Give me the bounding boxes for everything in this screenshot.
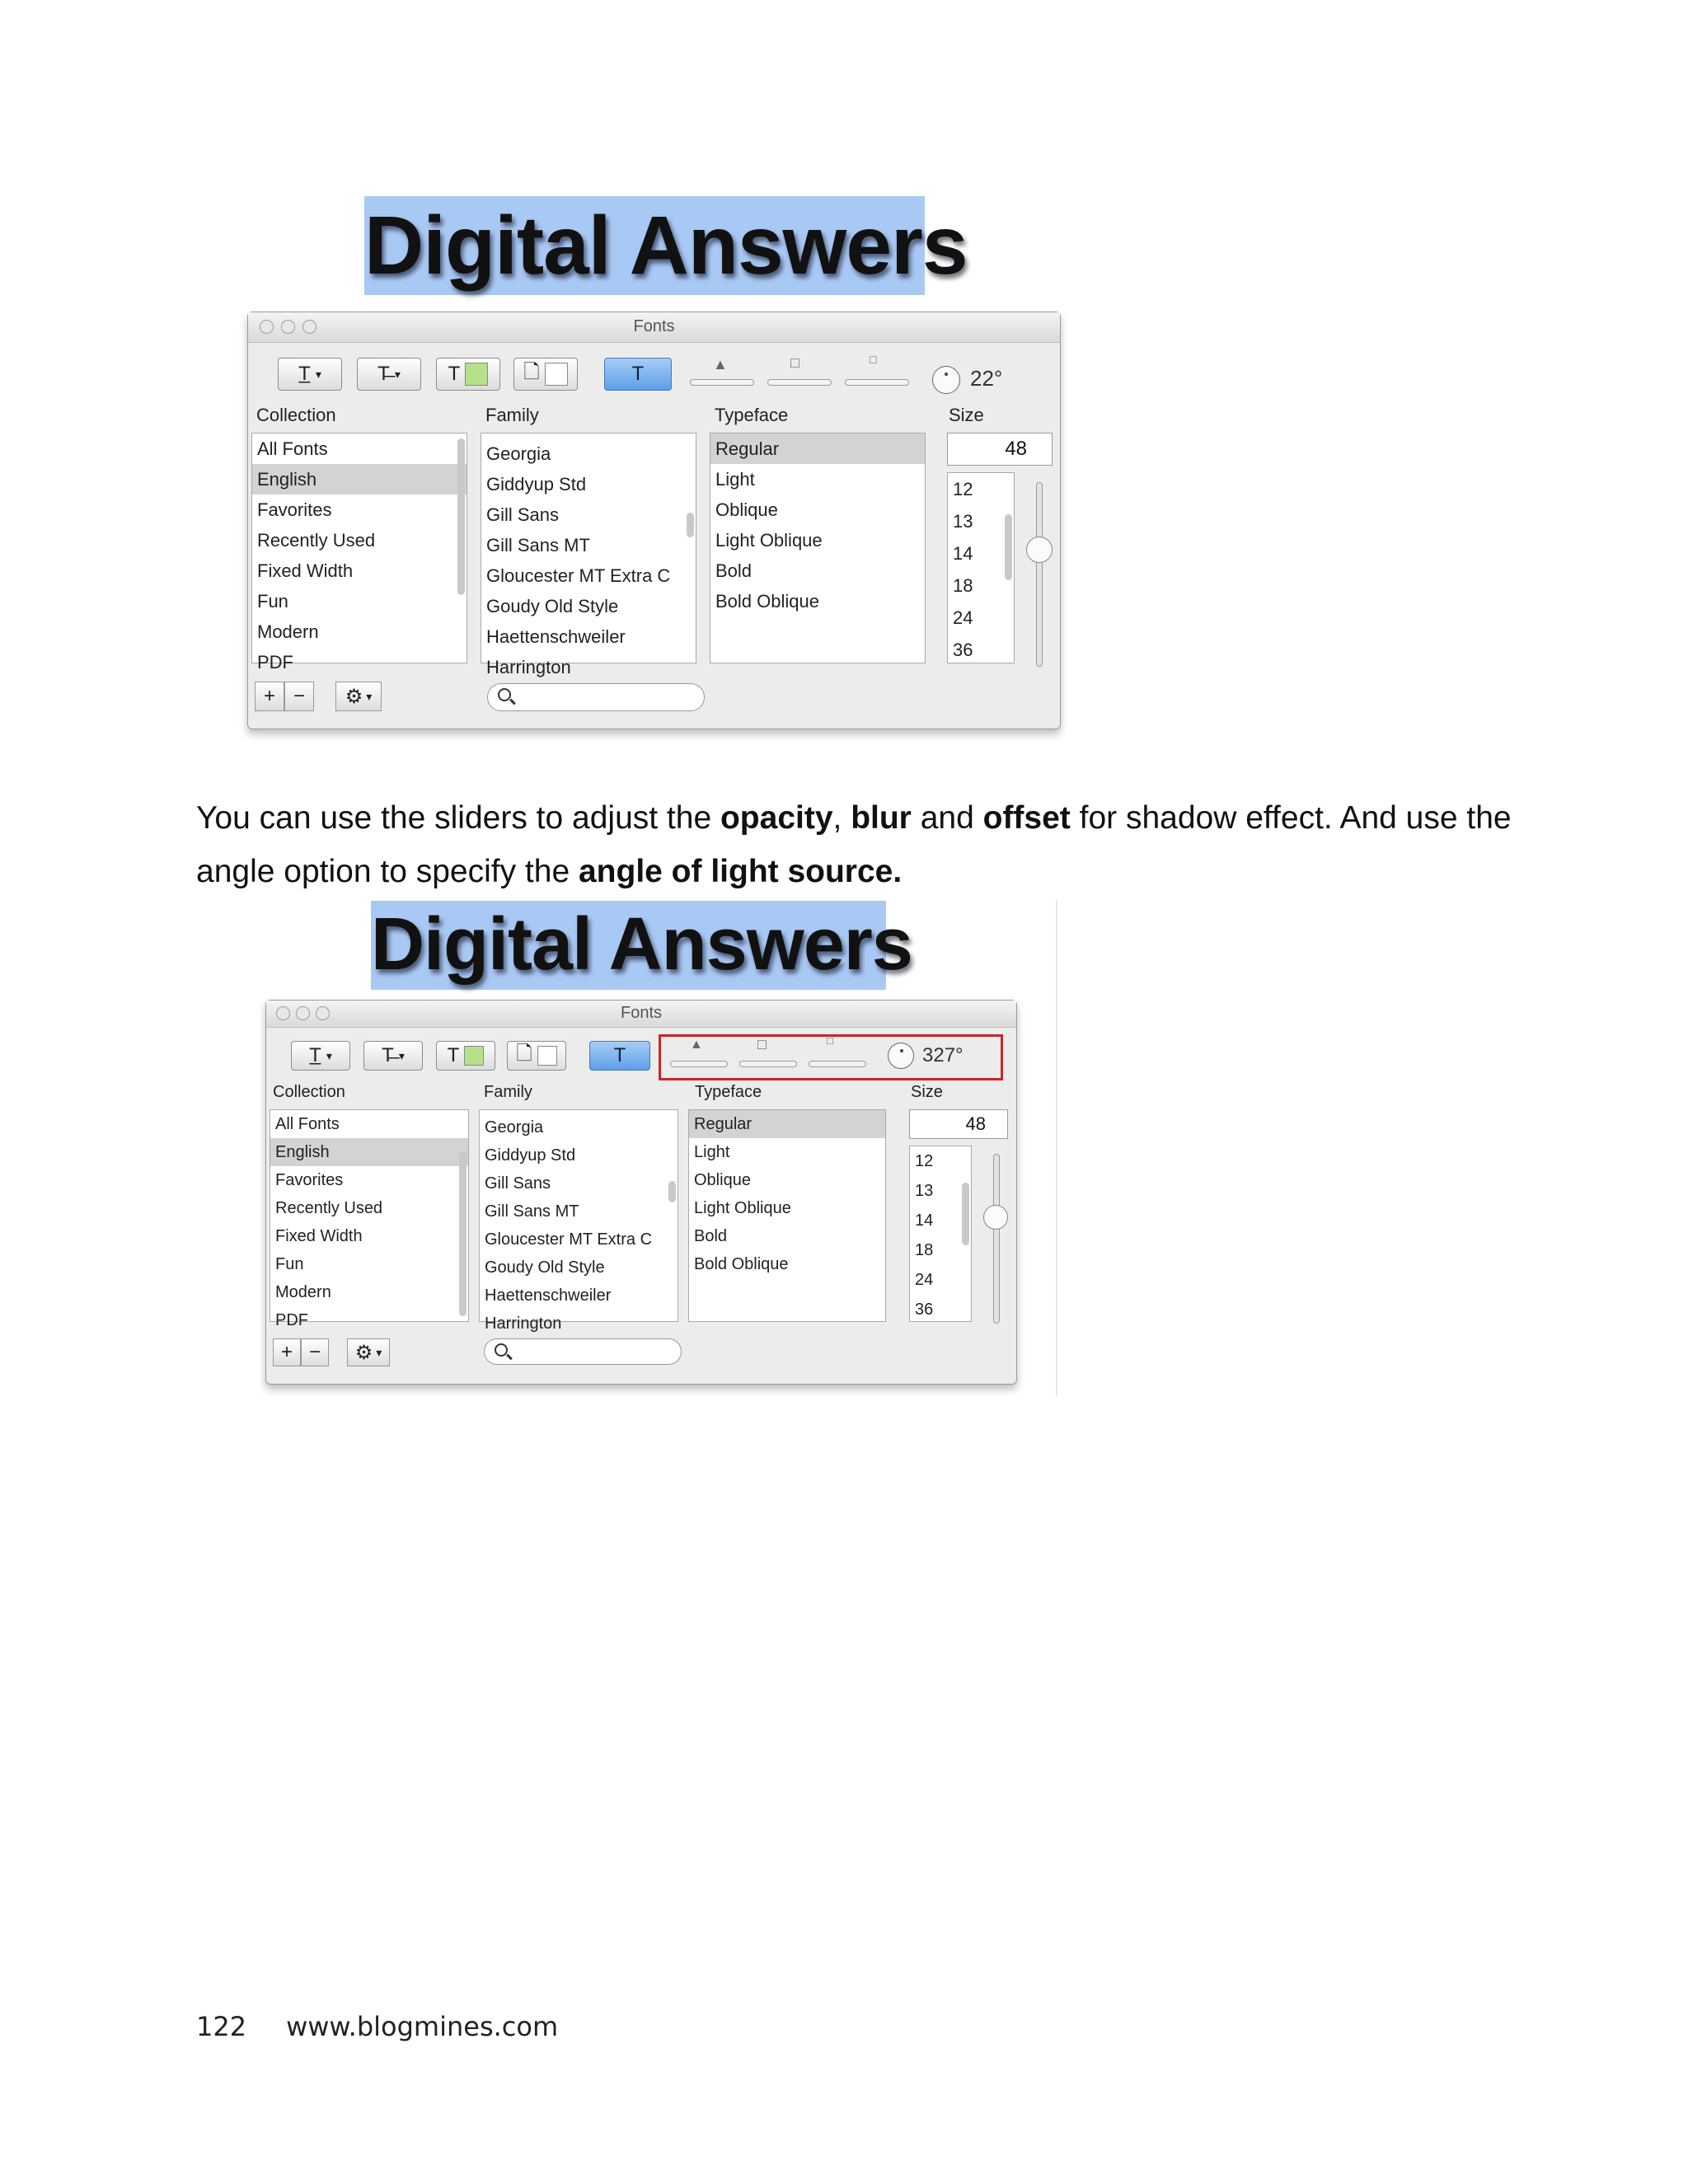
page-number: 122 [196, 2011, 247, 2042]
collection-scrollbar[interactable] [459, 1151, 467, 1316]
list-item[interactable]: Favorites [257, 499, 332, 520]
shadow-offset-slider[interactable] [809, 1061, 866, 1067]
list-item[interactable]: Bold [694, 1227, 728, 1245]
shadow-blur-slider[interactable] [739, 1061, 797, 1067]
action-menu-button[interactable] [347, 1338, 390, 1366]
list-item[interactable]: Gill Sans MT [485, 1202, 579, 1221]
chevron-down-icon: ▾ [366, 689, 373, 703]
shadow-angle-dial[interactable] [888, 1043, 914, 1069]
body-paragraph [196, 791, 1515, 898]
typeface-list[interactable] [688, 1109, 886, 1322]
strikethrough-button[interactable] [357, 358, 421, 391]
bold-angle-of-light-source: angle of light source. [578, 854, 903, 889]
figure-2 [265, 901, 1015, 1393]
chevron-down-icon: ▾ [315, 367, 321, 381]
fonts-window [265, 1000, 1017, 1385]
document-color-swatch [537, 1046, 557, 1066]
strikethrough-icon: T̶ [377, 363, 390, 385]
document-icon: 🗋 [516, 1042, 532, 1065]
list-item[interactable]: Oblique [715, 499, 778, 520]
collection-header: Collection [256, 405, 336, 425]
typeface-header: Typeface [715, 405, 789, 425]
toolbar [266, 1028, 1016, 1079]
text-shadow-button[interactable] [604, 358, 672, 391]
gear-icon: ⚙ [354, 1341, 373, 1364]
image-edge [1056, 901, 1057, 1395]
sample-text-banner: Digital Answers [364, 196, 925, 295]
size-slider[interactable] [1036, 482, 1043, 667]
text-color-icon: T [448, 363, 461, 385]
text-color-swatch [465, 363, 488, 386]
family-header: Family [484, 1083, 532, 1101]
list-item[interactable]: Giddyup Std [486, 474, 587, 494]
list-item[interactable]: 14 [953, 543, 973, 564]
list-item[interactable]: Bold [715, 560, 753, 581]
underline-icon: T̲ [309, 1044, 321, 1066]
typeface-list[interactable] [710, 433, 926, 663]
list-item[interactable]: 12 [953, 479, 973, 499]
collection-list[interactable] [270, 1109, 469, 1329]
family-header: Family [485, 405, 539, 425]
list-item[interactable]: 14 [915, 1212, 934, 1230]
list-item[interactable]: PDF [275, 1311, 308, 1329]
size-scrollbar[interactable] [1005, 514, 1012, 580]
opacity-icon: ▲ [713, 356, 728, 373]
list-item[interactable]: Gill Sans MT [486, 535, 590, 555]
strikethrough-icon: T̶ [382, 1044, 394, 1066]
sample-text-banner: Digital Answers [371, 901, 886, 990]
list-item[interactable]: Light [715, 469, 755, 490]
text-color-button[interactable] [436, 358, 500, 391]
list-item[interactable]: Georgia [485, 1118, 544, 1137]
family-list[interactable] [481, 433, 696, 677]
titlebar [266, 1001, 1016, 1028]
list-item[interactable]: Modern [257, 621, 319, 642]
typeface-header: Typeface [695, 1083, 762, 1101]
shadow-angle-dial[interactable] [932, 366, 960, 394]
underline-icon: T̲ [298, 363, 311, 385]
list-item[interactable]: Light Oblique [694, 1199, 791, 1217]
list-item[interactable]: Haettenschweiler [485, 1286, 612, 1305]
shadow-blur-slider[interactable] [767, 379, 832, 386]
list-item[interactable]: Gloucester MT Extra C [486, 565, 671, 586]
opacity-icon: ▲ [690, 1038, 703, 1052]
size-scrollbar[interactable] [962, 1183, 969, 1245]
list-item[interactable]: Light Oblique [715, 530, 823, 551]
plus-icon: + [280, 1341, 293, 1363]
search-icon [498, 688, 511, 701]
shadow-angle-value: 327° [922, 1044, 964, 1066]
list-item[interactable]: Regular [710, 434, 925, 464]
list-item[interactable]: 12 [915, 1152, 934, 1170]
list-item[interactable]: 24 [915, 1271, 934, 1289]
list-item[interactable]: 13 [915, 1182, 934, 1200]
list-item[interactable]: 36 [953, 640, 973, 660]
size-header: Size [949, 405, 984, 425]
chevron-down-icon: ▾ [376, 1345, 382, 1359]
list-item[interactable]: Oblique [694, 1171, 751, 1189]
list-item[interactable]: Gill Sans [486, 504, 560, 525]
list-item[interactable]: Georgia [486, 443, 551, 464]
chevron-down-icon: ▾ [394, 367, 401, 381]
document-color-button[interactable] [513, 358, 578, 391]
minus-icon: − [293, 685, 305, 707]
action-menu-button[interactable] [335, 682, 382, 711]
shadow-offset-slider[interactable] [845, 379, 909, 386]
chevron-down-icon: ▾ [398, 1048, 405, 1062]
add-collection-button[interactable] [273, 1338, 301, 1366]
list-item[interactable]: All Fonts [275, 1115, 340, 1133]
list-item[interactable]: Goudy Old Style [485, 1258, 605, 1277]
gear-icon: ⚙ [345, 685, 363, 708]
list-item[interactable]: Light [694, 1143, 730, 1161]
list-item[interactable]: Fixed Width [257, 560, 354, 581]
list-item[interactable]: Haettenschweiler [486, 626, 626, 647]
list-item[interactable]: 36 [915, 1301, 934, 1319]
list-item[interactable]: 13 [953, 511, 973, 532]
list-item[interactable]: Fun [257, 591, 288, 612]
list-item[interactable]: Regular [689, 1110, 885, 1138]
size-slider-knob[interactable] [983, 1205, 1008, 1230]
offset-icon: □ [870, 353, 877, 366]
text-shadow-icon: T [631, 363, 645, 385]
list-item[interactable]: Favorites [275, 1171, 344, 1189]
document-color-button[interactable] [507, 1041, 566, 1071]
list-item[interactable]: Gloucester MT Extra C [485, 1230, 653, 1249]
text-color-swatch [464, 1046, 484, 1066]
add-collection-button[interactable] [255, 682, 284, 711]
list-item[interactable]: Modern [275, 1283, 331, 1301]
minus-icon: − [308, 1341, 321, 1363]
collection-scrollbar[interactable] [457, 438, 465, 595]
list-item[interactable]: All Fonts [257, 438, 328, 459]
list-item[interactable]: Recently Used [257, 530, 376, 551]
list-item[interactable]: Bold Oblique [715, 591, 819, 612]
list-item[interactable]: Recently Used [275, 1199, 383, 1217]
size-list[interactable] [909, 1146, 972, 1322]
collection-header: Collection [273, 1083, 345, 1101]
footer-website: www.blogmines.com [286, 2011, 559, 2042]
list-item[interactable]: Giddyup Std [485, 1146, 576, 1165]
search-input[interactable] [487, 683, 705, 711]
collection-list[interactable] [251, 433, 467, 673]
shadow-opacity-slider[interactable] [670, 1061, 728, 1067]
window-title: Fonts [633, 317, 675, 335]
bold-blur: blur [851, 800, 912, 836]
text-shadow-icon: T [613, 1044, 626, 1066]
family-scrollbar[interactable] [668, 1181, 676, 1202]
list-item[interactable]: 24 [953, 607, 973, 628]
window-title: Fonts [620, 1004, 663, 1022]
offset-icon: □ [827, 1034, 833, 1047]
fonts-window [247, 312, 1061, 729]
size-list[interactable] [947, 472, 1015, 663]
list-item[interactable]: Fun [275, 1255, 304, 1273]
list-item[interactable]: PDF [257, 652, 293, 673]
size-slider[interactable] [993, 1154, 1000, 1324]
text-run: , [832, 800, 851, 836]
text-run: You can use the sliders to adjust the [196, 800, 720, 836]
list-item[interactable]: English [252, 464, 467, 494]
size-header: Size [911, 1083, 943, 1101]
family-list[interactable] [479, 1109, 678, 1333]
text-color-icon: T [447, 1044, 460, 1066]
list-item[interactable]: 18 [953, 575, 973, 596]
size-input[interactable]: 48 [909, 1109, 1008, 1139]
text-color-button[interactable] [436, 1041, 495, 1071]
list-item[interactable]: Bold Oblique [694, 1255, 789, 1273]
blur-icon: □ [790, 354, 799, 371]
remove-collection-button[interactable] [284, 682, 314, 711]
shadow-opacity-slider[interactable] [690, 379, 754, 386]
text-run: and [911, 800, 983, 836]
figure-1 [247, 196, 1059, 740]
list-item[interactable]: Harrington [485, 1315, 562, 1333]
page-footer [196, 2011, 598, 2042]
underline-button[interactable] [278, 358, 342, 391]
shadow-angle-value: 22° [970, 366, 1003, 391]
titlebar [248, 312, 1060, 343]
bold-offset: offset [982, 800, 1071, 836]
text-shadow-button[interactable] [589, 1041, 650, 1071]
document-color-swatch [545, 363, 568, 386]
plus-icon: + [263, 685, 275, 707]
search-icon [495, 1343, 508, 1357]
text-run: for shadow effect. And use the angle option to specify the [196, 800, 1512, 889]
family-scrollbar[interactable] [687, 513, 694, 537]
list-item[interactable]: Gill Sans [485, 1174, 551, 1193]
bold-opacity: opacity [720, 800, 833, 836]
underline-button[interactable] [291, 1041, 350, 1071]
document-icon: 🗋 [523, 360, 540, 383]
size-slider-knob[interactable] [1026, 537, 1053, 563]
list-item[interactable]: 18 [915, 1241, 934, 1259]
toolbar [248, 343, 1060, 399]
strikethrough-button[interactable] [363, 1041, 423, 1071]
chevron-down-icon: ▾ [326, 1048, 332, 1062]
list-item[interactable]: Fixed Width [275, 1227, 363, 1245]
list-item[interactable]: Goudy Old Style [486, 596, 619, 616]
remove-collection-button[interactable] [301, 1338, 329, 1366]
blur-icon: □ [757, 1036, 767, 1052]
search-input[interactable] [484, 1338, 682, 1365]
list-item[interactable]: English [270, 1138, 468, 1166]
size-input[interactable]: 48 [947, 433, 1053, 466]
list-item[interactable]: Harrington [486, 657, 571, 677]
